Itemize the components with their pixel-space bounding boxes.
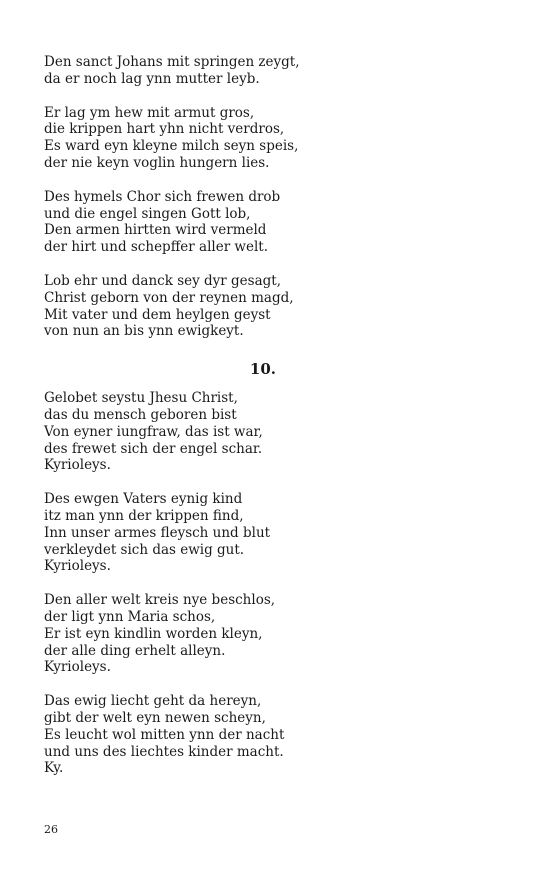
verse-line: das du mensch geboren bist — [44, 406, 237, 423]
verse-line: Er ist eyn kindlin worden kleyn, — [44, 625, 263, 642]
verse-line: und die engel singen Gott lob, — [44, 205, 251, 222]
verse-line: Mit vater und dem heylgen geyst — [44, 306, 271, 323]
verse-line: Er lag ym hew mit armut gros, — [44, 104, 255, 121]
verse-line: Christ geborn von der reynen magd, — [44, 289, 294, 306]
stanza — [44, 188, 281, 256]
verse-line: Von eyner iungfraw, das ist war, — [44, 423, 263, 440]
stanza — [44, 272, 294, 340]
page-number: 26 — [44, 823, 58, 836]
verse-line: da er noch lag ynn mutter leyb. — [44, 70, 260, 87]
verse-line: itz man ynn der krippen find, — [44, 507, 244, 524]
verse-line: Inn unser armes fleysch und blut — [44, 524, 271, 541]
verse-line: der nie keyn voglin hungern lies. — [44, 154, 270, 171]
verse-line: von nun an bis ynn ewigkeyt. — [44, 323, 244, 340]
verse-line: der hirt und schepffer aller welt. — [44, 239, 269, 256]
verse-line: gibt der welt eyn newen scheyn, — [44, 709, 266, 726]
verse-line: Es leucht wol mitten ynn der nacht — [44, 726, 285, 743]
verse-line: Kyrioleys. — [44, 659, 111, 676]
hymn-number: 10. — [249, 360, 276, 379]
stanza-group-a — [44, 54, 300, 340]
verse-line: Gelobet seystu Jhesu Christ, — [44, 390, 238, 407]
verse-line: Kyrioleys. — [44, 457, 111, 474]
stanza — [44, 390, 276, 474]
stanza — [44, 104, 299, 172]
verse-line: Das ewig liecht geht da hereyn, — [44, 693, 262, 710]
stanza — [44, 54, 300, 88]
stanza — [44, 592, 276, 676]
stanza — [44, 693, 285, 777]
verse-line: Den aller welt kreis nye beschlos, — [44, 592, 276, 609]
verse-line: des frewet sich der engel schar. — [44, 440, 263, 457]
verse-line: Kyrioleys. — [44, 558, 111, 575]
verse-line: Den armen hirtten wird vermeld — [44, 222, 267, 239]
verse-line: der alle ding erhelt alleyn. — [44, 642, 226, 659]
verse-line: der ligt ynn Maria schos, — [44, 608, 216, 625]
verse-line: die krippen hart yhn nicht verdros, — [44, 121, 285, 138]
stanza-group-b — [44, 390, 285, 777]
verse-line: Ky. — [44, 760, 64, 777]
verse-line: verkleydet sich das ewig gut. — [44, 541, 245, 558]
verse-line: Den sanct Johans mit springen zeygt, — [44, 54, 300, 70]
verse-line: Lob ehr und danck sey dyr gesagt, — [44, 272, 282, 289]
verse-line: Des hymels Chor sich frewen drob — [44, 188, 281, 205]
verse-line: Es ward eyn kleyne milch seyn speis, — [44, 138, 299, 155]
verse-line: Des ewgen Vaters eynig kind — [44, 491, 243, 508]
verse-line: und uns des liechtes kinder macht. — [44, 743, 284, 760]
text-column — [44, 54, 300, 777]
stanza — [44, 491, 276, 575]
